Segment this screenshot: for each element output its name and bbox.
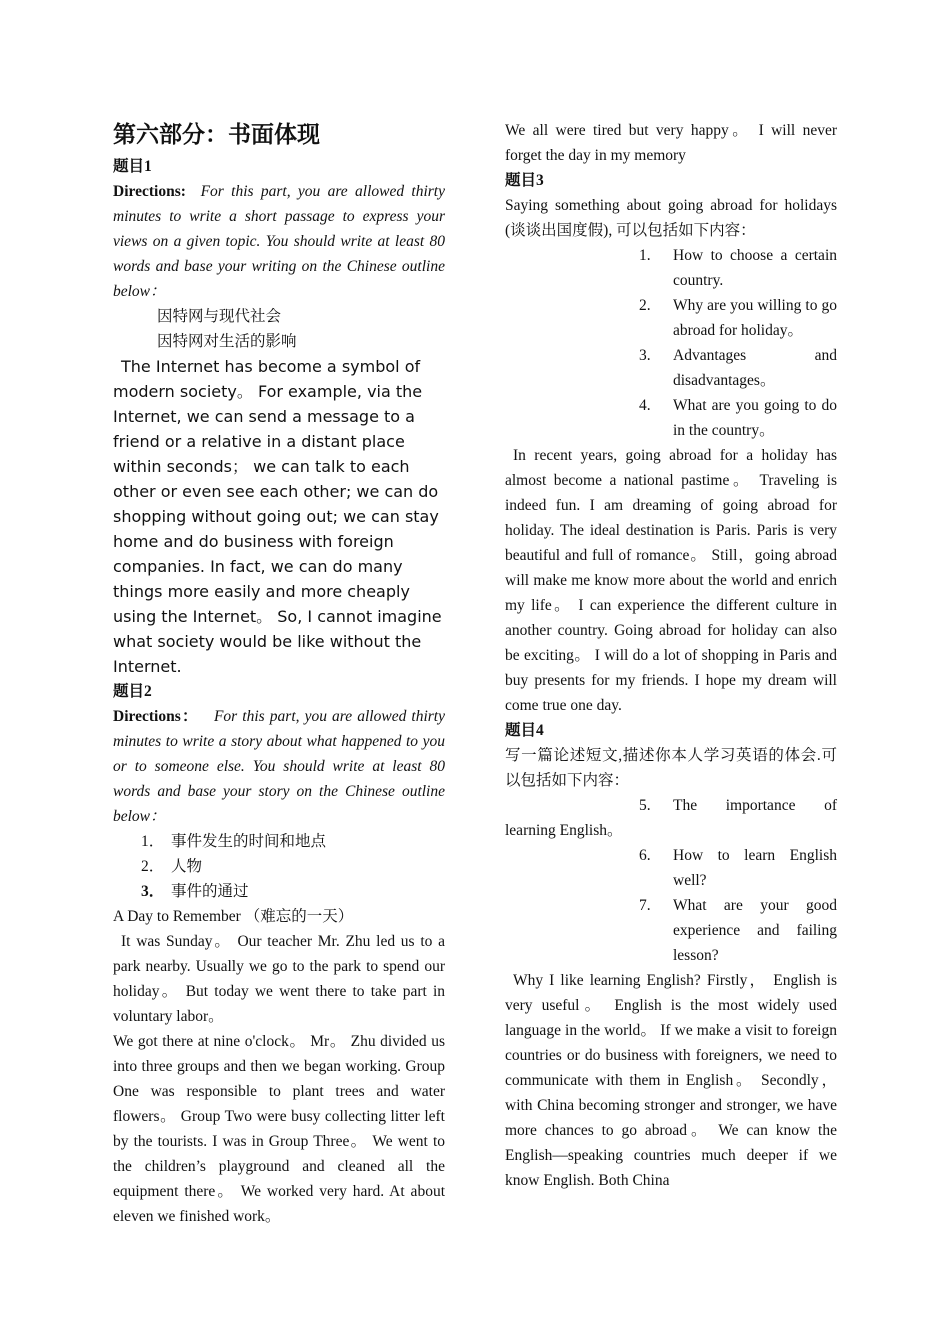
page-title: 第六部分：书面体现: [113, 121, 320, 148]
q4-heading: 题目4: [505, 722, 544, 739]
q2-story-continuation: We all were tired but very happy。 I will never forget the day in my memory: [505, 122, 837, 164]
q3-item: [505, 293, 837, 343]
q2-story-title: A Day to Remember （难忘的一天）: [113, 908, 354, 925]
q1-outline-1: 因特网与现代社会: [157, 308, 282, 325]
q2-outline-item: [113, 879, 445, 904]
q3-item-text: Advantages and disadvantages。: [673, 347, 837, 389]
q1-heading: 题目1: [113, 158, 152, 175]
q2-heading: 题目2: [113, 683, 152, 700]
q1-directions-text: For this part, you are allowed thirty minutes to write a short passage to express your views on a given topic. You should write at least 80 words and base your writing on the Chinese outline below：: [113, 183, 445, 300]
q2-outline-item: [113, 829, 445, 854]
q2-outline-text: 人物: [171, 858, 203, 875]
q4-item: [505, 893, 837, 968]
q1-essay: The Internet has become a symbol of modern society。 For example, via the Internet, we can send a message to a friend or a relative in a distant place within seconds； we can talk to each other or even see each other; we can do shopping without going out; we can stay home and do business with foreign companies. In fact, we can do many things more easily and more cheaply using the Internet。 So, I cannot imagine what society would be like without the Internet.: [113, 357, 442, 676]
q3-item-text: What are you going to do in the country。: [673, 397, 837, 439]
q2-directions-text: For this part, you are allowed thirty minutes to write a story about what happened to you or to someone else. You should write at least 80 words and base your story on the Chinese outline below：: [113, 708, 445, 825]
q4-item-text: What are your good experience and failing lesson?: [673, 897, 837, 964]
q4-essay: Why I like learning English? Firstly， English is very useful。 English is the most widely used language in the world。 If we make a visit to foreign countries or do business with foreigners, we need to communicate with them in English。 Secondly， with China becoming stronger and stronger, we have more chances to go abroad。 We can know the English—speaking countries much deeper if we know English. Both China: [505, 972, 837, 1189]
q4-item-list: [505, 843, 837, 968]
q4-item-text: The importance of learning English。: [505, 797, 837, 839]
q2-directions-label: Directions：: [113, 708, 199, 725]
q2-story-para-1: It was Sunday。 Our teacher Mr. Zhu led us to a park nearby. Usually we go to the park to spend our holiday。 But today we went there to take part in voluntary labor。: [113, 933, 445, 1025]
q4-item-num: 7.: [639, 897, 651, 914]
q3-item: [505, 343, 837, 393]
q3-item-num: 4.: [639, 397, 651, 414]
q3-intro: Saying something about going abroad for holidays (谈谈出国度假), 可以包括如下内容：: [505, 197, 837, 239]
q2-outline: [113, 829, 445, 904]
q2-outline-item: [113, 854, 445, 879]
q3-item-list: [505, 243, 837, 443]
q3-heading: 题目3: [505, 172, 544, 189]
q2-outline-text: 事件发生的时间和地点: [171, 833, 327, 850]
q3-essay: In recent years, going abroad for a holiday has almost become a national pastime。 Traveling is indeed fun. I am dreaming of going abroad for holiday. The ideal destination is Paris. Paris is very beautiful and full of romance。 Still，going abroad will make me know more about the world and enrich my life。 I can experience the different culture in another country. Going abroad for holiday can also be exciting。 I will do a lot of shopping in Paris and buy presents for my friends. I hope my dream will come true one day.: [505, 447, 837, 714]
q3-item-num: 1.: [639, 247, 651, 264]
q3-item: [505, 243, 837, 293]
q4-item-num: 5.: [639, 797, 651, 814]
q4-item-5: [505, 793, 837, 843]
right-column: [505, 118, 837, 1193]
q1-outline-2: 因特网对生活的影响: [157, 333, 297, 350]
q2-outline-num: 1．: [141, 833, 165, 850]
q2-story-para-2: We got there at nine o'clock。 Mr。 Zhu divided us into three groups and then we began working. Group One was responsible to plant trees and water flowers。 Group Two were busy collecting litter left by the tourists. I was in Group Three。 We went to the children’s playground and cleaned all the equipment there。 We worked very hard. At about eleven we finished work。: [113, 1033, 445, 1225]
q2-outline-num: 3．: [141, 883, 165, 900]
q4-item: [505, 843, 837, 893]
q2-directions: [113, 704, 445, 829]
q3-item-text: How to choose a certain country.: [673, 247, 837, 289]
q4-item-text: How to learn English well?: [673, 847, 837, 889]
q2-outline-text: 事件的通过: [171, 883, 249, 900]
q3-item-num: 3.: [639, 347, 651, 364]
q3-item: [505, 393, 837, 443]
left-column: [113, 118, 445, 1229]
q3-item-text: Why are you willing to go abroad for holiday。: [673, 297, 837, 339]
q3-item-num: 2.: [639, 297, 651, 314]
q1-directions-label: Directions:: [113, 183, 186, 200]
q4-intro: 写一篇论述短文,描述你本人学习英语的体会.可以包括如下内容：: [505, 747, 837, 789]
q4-item-num: 6.: [639, 847, 651, 864]
q1-directions: [113, 179, 445, 304]
q2-outline-num: 2．: [141, 858, 165, 875]
